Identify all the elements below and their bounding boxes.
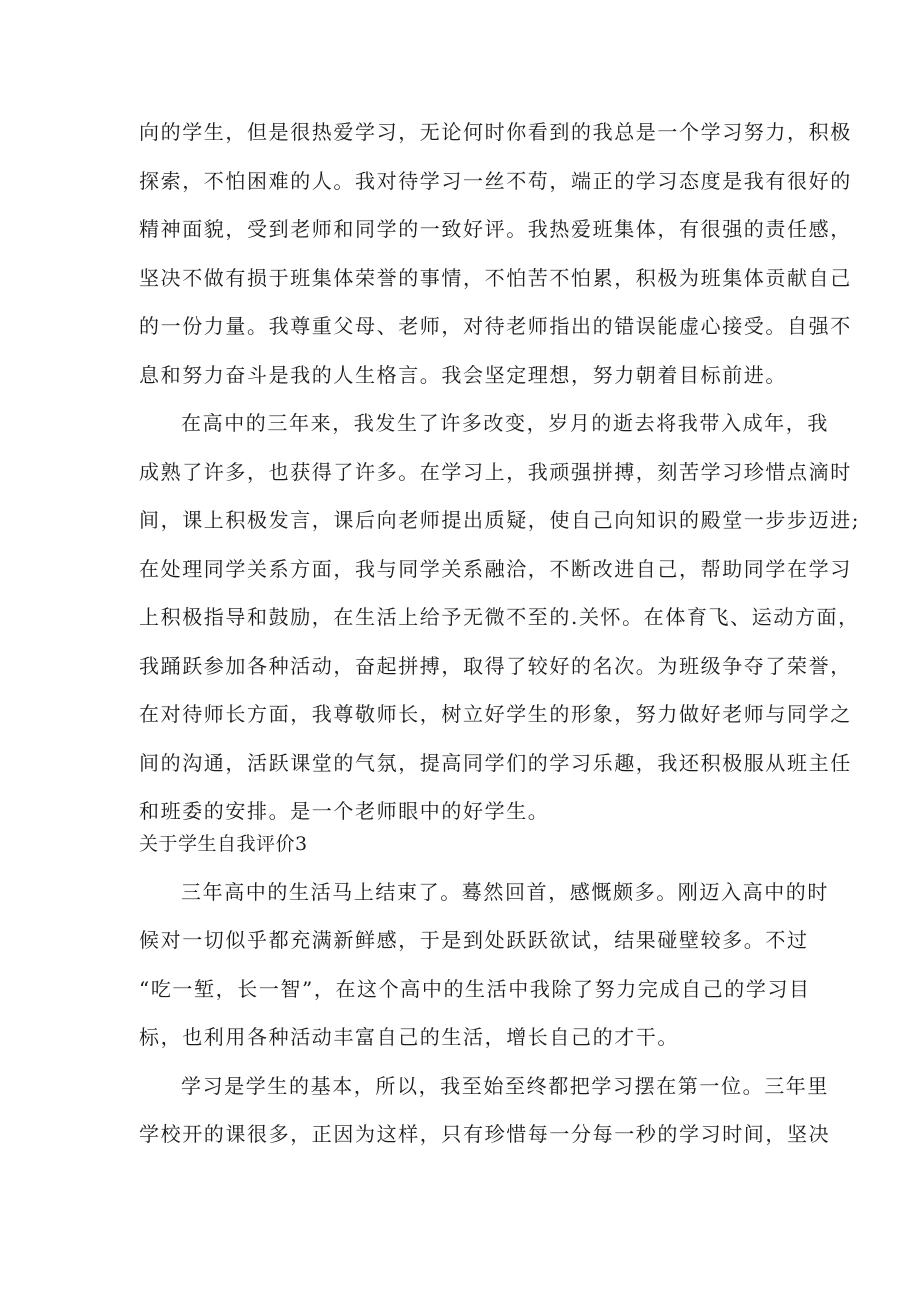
text-line: 在处理同学关系方面，我与同学关系融洽，不断改进自己，帮助同学在学习 bbox=[139, 556, 852, 581]
paragraph-2 bbox=[139, 399, 861, 836]
text-line: 的一份力量。我尊重父母、老师，对待老师指出的错误能虚心接受。自强不 bbox=[139, 314, 852, 338]
text-line: “吃一堑，长一智”，在这个高中的生活中我除了努力完成自己的学习目 bbox=[139, 976, 811, 1001]
text-line: 标，也利用各种活动丰富自己的生活，增长自己的才干。 bbox=[139, 1025, 679, 1049]
text-line: 向的学生，但是很热爱学习，无论何时你看到的我总是一个学习努力，积极 bbox=[139, 120, 852, 144]
text-line: 间的沟通，活跃课堂的气氛，提高同学们的学习乐趣，我还积极服从班主任 bbox=[139, 750, 852, 775]
text-line: 学校开的课很多，正因为这样，只有珍惜每一分每一秒的学习时间，坚决 bbox=[139, 1122, 831, 1146]
text-line: 学习是学生的基本，所以，我至始至终都把学习摆在第一位。三年里 bbox=[181, 1073, 829, 1098]
text-line: 精神面貌，受到老师和同学的一致好评。我热爱班集体，有很强的责任感， bbox=[139, 217, 852, 241]
section-heading: 关于学生自我评价3 bbox=[139, 832, 308, 855]
document-body bbox=[139, 108, 861, 1159]
text-line: 成熟了许多，也获得了许多。在学习上，我顽强拼搏，刻苦学习珍惜点滴时 bbox=[139, 459, 852, 484]
text-line: 我踊跃参加各种活动，奋起拼搏，取得了较好的名次。为班级争夺了荣誉， bbox=[139, 653, 852, 678]
text-line: 坚决不做有损于班集体荣誉的事情，不怕苦不怕累，积极为班集体贡献自己 bbox=[139, 265, 852, 290]
text-line: 探索，不怕困难的人。我对待学习一丝不苟，端正的学习态度是我有很好的 bbox=[139, 168, 852, 193]
text-line: 间，课上积极发言，课后向老师提出质疑，使自己向知识的殿堂一步步迈进; bbox=[139, 508, 861, 532]
text-line: 在对待师长方面，我尊敬师长，树立好学生的形象，努力做好老师与同学之 bbox=[139, 702, 852, 726]
text-line: 息和努力奋斗是我的人生格言。我会坚定理想，努力朝着目标前进。 bbox=[139, 362, 787, 387]
text-line: 三年高中的生活马上结束了。蓦然回首，感慨颇多。刚迈入高中的时 bbox=[181, 879, 829, 904]
text-line: 候对一切似乎都充满新鲜感，于是到处跃跃欲试，结果碰壁较多。不过 bbox=[139, 928, 809, 952]
text-line: 在高中的三年来，我发生了许多改变，岁月的逝去将我带入成年，我 bbox=[181, 411, 829, 435]
paragraph-1 bbox=[139, 108, 852, 399]
paragraph-4 bbox=[139, 1062, 831, 1159]
text-line: 上积极指导和鼓励，在生活上给予无微不至的.关怀。在体育飞、运动方面， bbox=[139, 605, 860, 629]
text-line: 和班委的安排。是一个老师眼中的好学生。 bbox=[139, 799, 550, 823]
paragraph-3 bbox=[139, 868, 829, 1062]
